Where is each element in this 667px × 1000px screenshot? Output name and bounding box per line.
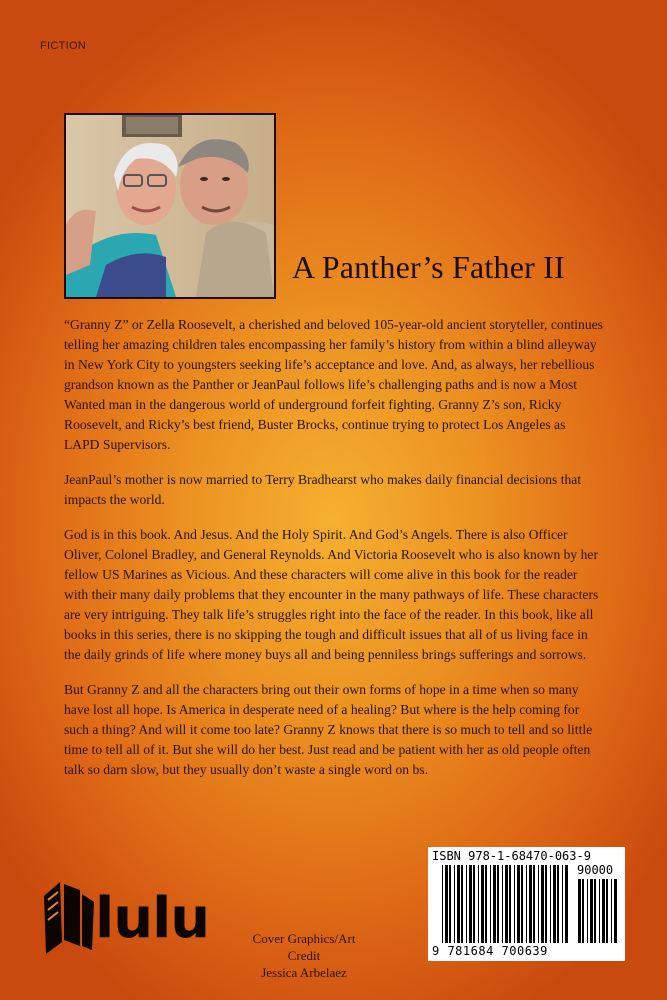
barcode-bar [485,865,487,943]
barcode-bar [449,865,451,943]
book-icon [40,876,96,960]
barcode-bar [590,879,593,943]
barcode-bar [553,865,556,943]
credit-line: Cover Graphics/Art Credit [252,931,356,963]
barcode-bar [445,865,448,943]
barcode-bar [545,865,547,943]
barcode-bar [587,879,588,943]
barcode-bar [457,865,460,943]
description-paragraph: JeanPaul’s mother is now married to Terry Bradhearst who makes daily financial decisions that impacts the world. [64,472,582,507]
description-paragraph: “Granny Z” or Zella Roosevelt, a cherished and beloved 105-year-old ancient storyteller, continues telling her amazing children tales encompassing her family’s history from within a blind alleyway in New York City to youngsters seeking life’s acceptance and love. And, as always, her rebellious grandson known as the Panther or JeanPaul follows life’s challenging paths and is now a Most Wanted man in the dangerous world of underground forfeit fighting. Granny Z’s son, Ricky Roosevelt, and Ricky’s best friend, Buster Brocks, continue trying to protect Los Angeles as LAPD Supervisors. [64,317,603,452]
barcode-bar [454,865,455,943]
barcode-bar [526,865,527,943]
barcode-bar [541,865,544,943]
publisher-logo-text: lulu [95,886,210,951]
barcode-bar [594,879,596,943]
barcode-bar [502,865,503,943]
book-description [64,315,604,795]
barcode-bar [473,865,475,943]
barcode-bar [606,879,608,943]
barcode-bar [582,879,584,943]
barcode-bar [611,879,612,943]
barcode-bar [550,865,551,943]
barcode-bar [529,865,532,943]
barcode-bar [517,865,520,943]
barcode-bar [521,865,523,943]
barcode-bar [602,879,605,943]
book-title: A Panther’s Father II [292,249,565,285]
barcode-bar [442,865,443,943]
credit-name: Jessica Arbelaez [261,965,347,980]
barcode-bar [466,865,467,943]
publisher-logo [40,876,230,960]
barcode-bar [565,865,568,943]
barcode-bar [557,865,559,943]
barcode-bar [469,865,472,943]
isbn-barcode [428,847,625,961]
isbn-label: ISBN 978-1-68470-063-9 [432,849,591,863]
genre-label: FICTION [40,40,87,52]
barcode-bar [599,879,600,943]
barcode-bar [562,865,563,943]
barcode-bar [481,865,484,943]
barcode-bar [578,879,581,943]
barcode-bar [505,865,508,943]
barcode-bar [533,865,535,943]
barcode-bar [461,865,463,943]
barcode-bar [509,865,511,943]
barcode-bar [497,865,499,943]
barcode-bar [538,865,539,943]
barcode-bar [614,879,617,943]
description-paragraph: But Granny Z and all the characters bring out their own forms of hope in a time when so many have lost all hope. Is America in desperate need of a healing? But where is the help coming for such a thing? And will it come too late? Granny Z knows that there is so much to tell and so little time to tell all of it. But she will do her best. Just read and be patient with her as old people often talk so darn slow, but they usually don’t waste a single word on bs. [64,682,593,777]
author-photo [64,113,276,299]
barcode-bar [514,865,515,943]
barcode-bar [478,865,479,943]
cover-credit [244,930,364,981]
barcode-bar [490,865,491,943]
description-paragraph: God is in this book. And Jesus. And the Holy Spirit. And God’s Angels. There is also Officer Oliver, Colonel Bradley, and General Reynolds. And Victoria Roosevelt who is also known by her fellow US Marines as Vicious. And these characters will come alive in this book for the reader with their many daily problems that they encounter in the many pathways of life. These characters are very intriguing. They talk life’s struggles right into the face of the reader. In this book, like all books in this series, there is no skipping the tough and difficult issues that all of us living face in the daily grinds of life where money buys all and being penniless brings sufferings and sorrows. [64,527,599,662]
barcode-bar [493,865,496,943]
barcode-addon-digits: 90000 [577,863,614,877]
barcode-digits: 9 781684 700639 [432,944,548,958]
